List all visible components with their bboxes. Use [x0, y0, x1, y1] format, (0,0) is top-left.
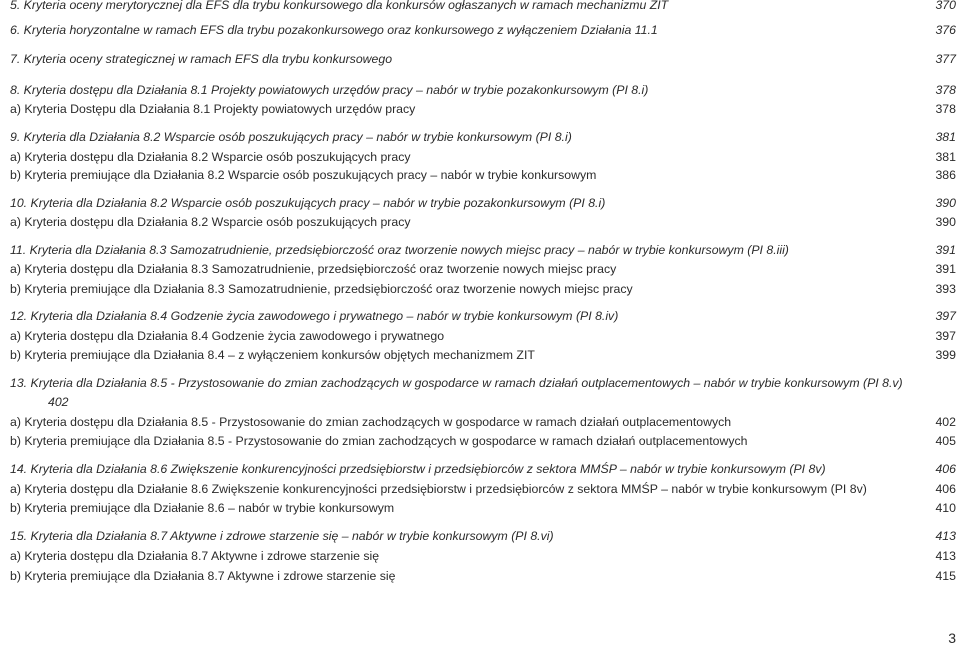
toc-entry[interactable] — [0, 127, 960, 147]
toc-entry-page: 406 — [935, 462, 956, 476]
toc-entry-page: 406 — [935, 482, 956, 496]
toc-entry-page: 376 — [935, 23, 956, 37]
toc-entry[interactable] — [0, 459, 960, 479]
toc-entry-title: 8. Kryteria dostępu dla Działania 8.1 Projekty powiatowych urzędów pracy – nabór w trybie pozakonkursowym (PI 8.i) — [10, 83, 649, 97]
toc-entry[interactable] — [0, 345, 960, 365]
toc-entry-page: 390 — [935, 196, 956, 210]
toc-entry[interactable] — [0, 193, 960, 213]
toc-entry-title: 15. Kryteria dla Działania 8.7 Aktywne i zdrowe starzenie się – nabór w trybie konkursowym (PI 8.vi) — [10, 529, 554, 543]
toc-entry-title: 7. Kryteria oceny strategicznej w ramach EFS dla trybu konkursowego — [10, 52, 393, 66]
toc-entry-page: 391 — [935, 262, 956, 276]
toc-entry[interactable] — [0, 373, 960, 409]
toc-entry-title: a) Kryteria dostępu dla Działania 8.2 Wsparcie osób poszukujących pracy — [10, 150, 411, 164]
toc-entry-page: 381 — [935, 150, 956, 164]
toc-entry-title: b) Kryteria premiujące dla Działanie 8.6 – nabór w trybie konkursowym — [10, 501, 395, 515]
toc-entry-page: 405 — [935, 434, 956, 448]
toc-entry-page: 370 — [935, 0, 956, 12]
toc-entry-page: 378 — [935, 102, 956, 116]
toc-entry-title: a) Kryteria dostępu dla Działania 8.2 Wsparcie osób poszukujących pracy — [10, 215, 411, 229]
toc-entry[interactable] — [0, 147, 960, 167]
toc-entry-title: 14. Kryteria dla Działania 8.6 Zwiększenie konkurencyjności przedsiębiorstw i przedsiębiorców z sektora MMŚP – nabór w trybie konkursowym (PI 8v) — [10, 462, 826, 476]
toc-entry-page: 413 — [935, 549, 956, 563]
toc-entry-title: b) Kryteria premiujące dla Działania 8.7 Aktywne i zdrowe starzenie się — [10, 569, 396, 583]
toc-entry[interactable] — [0, 566, 960, 586]
toc-entry-page: 410 — [935, 501, 956, 515]
toc-entry-title: 6. Kryteria horyzontalne w ramach EFS dla trybu pozakonkursowego oraz konkursowego z wyłączeniem Działania 11.1 — [10, 23, 658, 37]
toc-entry-title: b) Kryteria premiujące dla Działania 8.5 - Przystosowanie do zmian zachodzących w gospodarce w ramach działań outplacementowych — [10, 434, 748, 448]
toc-entry[interactable] — [0, 306, 960, 326]
toc-entry-title: 9. Kryteria dla Działania 8.2 Wsparcie osób poszukujących pracy – nabór w trybie konkursowym (PI 8.i) — [10, 130, 572, 144]
toc-entry-title: a) Kryteria dostępu dla Działanie 8.6 Zwiększenie konkurencyjności przedsiębiorstw i przedsiębiorców z sektora MMŚP – nabór w trybie konkursowym (PI 8v) — [10, 482, 867, 496]
toc-entry-page: 381 — [935, 130, 956, 144]
toc-entry-page: 402 — [48, 395, 69, 409]
toc-entry-page: 415 — [935, 569, 956, 583]
toc-entry-page: 390 — [935, 215, 956, 229]
toc-entry-title: 10. Kryteria dla Działania 8.2 Wsparcie osób poszukujących pracy – nabór w trybie pozakonkursowym (PI 8.i) — [10, 196, 606, 210]
toc-entry-page: 377 — [935, 52, 956, 66]
toc-entry-title: 13. Kryteria dla Działania 8.5 - Przystosowanie do zmian zachodzących w gospodarce w ramach działań outplacementowych – nabór w trybie konkursowym (PI 8.v) — [10, 376, 903, 390]
toc-entry[interactable] — [0, 0, 960, 15]
toc-entry-title: 12. Kryteria dla Działania 8.4 Godzenie życia zawodowego i prywatnego – nabór w trybie konkursowym (PI 8.iv) — [10, 309, 619, 323]
toc-entry[interactable] — [0, 99, 960, 119]
toc-entry[interactable] — [0, 498, 960, 518]
toc-entry-page: 399 — [935, 348, 956, 362]
toc-entry-page: 386 — [935, 168, 956, 182]
toc-entry[interactable] — [0, 431, 960, 451]
toc-entry-title: a) Kryteria dostępu dla Działania 8.7 Aktywne i zdrowe starzenie się — [10, 549, 380, 563]
toc-entry-page: 397 — [935, 329, 956, 343]
toc-entry[interactable] — [0, 412, 960, 432]
toc-entry[interactable] — [0, 80, 960, 100]
toc-entry[interactable] — [0, 526, 960, 546]
toc-entry-title: b) Kryteria premiujące dla Działania 8.4 – z wyłączeniem konkursów objętych mechanizmem ZIT — [10, 348, 535, 362]
toc-entry-page: 391 — [935, 243, 956, 257]
toc-entry-title: a) Kryteria dostępu dla Działania 8.3 Samozatrudnienie, przedsiębiorczość oraz tworzenie nowych miejsc pracy — [10, 262, 617, 276]
toc-entry[interactable] — [0, 546, 960, 566]
toc-entry-page: 393 — [935, 282, 956, 296]
toc-entry-page: 413 — [935, 529, 956, 543]
toc-entry-page: 397 — [935, 309, 956, 323]
toc-entry-page: 378 — [935, 83, 956, 97]
toc-entry[interactable] — [0, 479, 960, 499]
toc-entry-title: 5. Kryteria oceny merytorycznej dla EFS dla trybu konkursowego dla konkursów ogłaszanych w ramach mechanizmu ZIT — [10, 0, 669, 12]
toc-entry-title: a) Kryteria dostępu dla Działania 8.5 - Przystosowanie do zmian zachodzących w gospodarce w ramach działań outplacementowych — [10, 415, 732, 429]
toc-entry-title: a) Kryteria dostępu dla Działania 8.4 Godzenie życia zawodowego i prywatnego — [10, 329, 445, 343]
toc-entry[interactable] — [0, 20, 960, 40]
toc-entry-title: b) Kryteria premiujące dla Działania 8.2 Wsparcie osób poszukujących pracy – nabór w trybie konkursowym — [10, 168, 597, 182]
toc-entry-page: 402 — [935, 415, 956, 429]
page-number: 3 — [948, 630, 956, 646]
toc-entry[interactable] — [0, 240, 960, 260]
toc-entry[interactable] — [0, 49, 960, 69]
toc-entry-title: b) Kryteria premiujące dla Działania 8.3 Samozatrudnienie, przedsiębiorczość oraz tworzenie nowych miejsc pracy — [10, 282, 633, 296]
toc-entry[interactable] — [0, 165, 960, 185]
toc-entry[interactable] — [0, 212, 960, 232]
toc-entry-title: 11. Kryteria dla Działania 8.3 Samozatrudnienie, przedsiębiorczość oraz tworzenie nowych miejsc pracy – nabór w trybie konkursowym (PI 8.iii) — [10, 243, 789, 257]
toc-entry-title: a) Kryteria Dostępu dla Działania 8.1 Projekty powiatowych urzędów pracy — [10, 102, 416, 116]
toc-entry[interactable] — [0, 279, 960, 299]
toc-entry[interactable] — [0, 259, 960, 279]
toc-entry[interactable] — [0, 326, 960, 346]
